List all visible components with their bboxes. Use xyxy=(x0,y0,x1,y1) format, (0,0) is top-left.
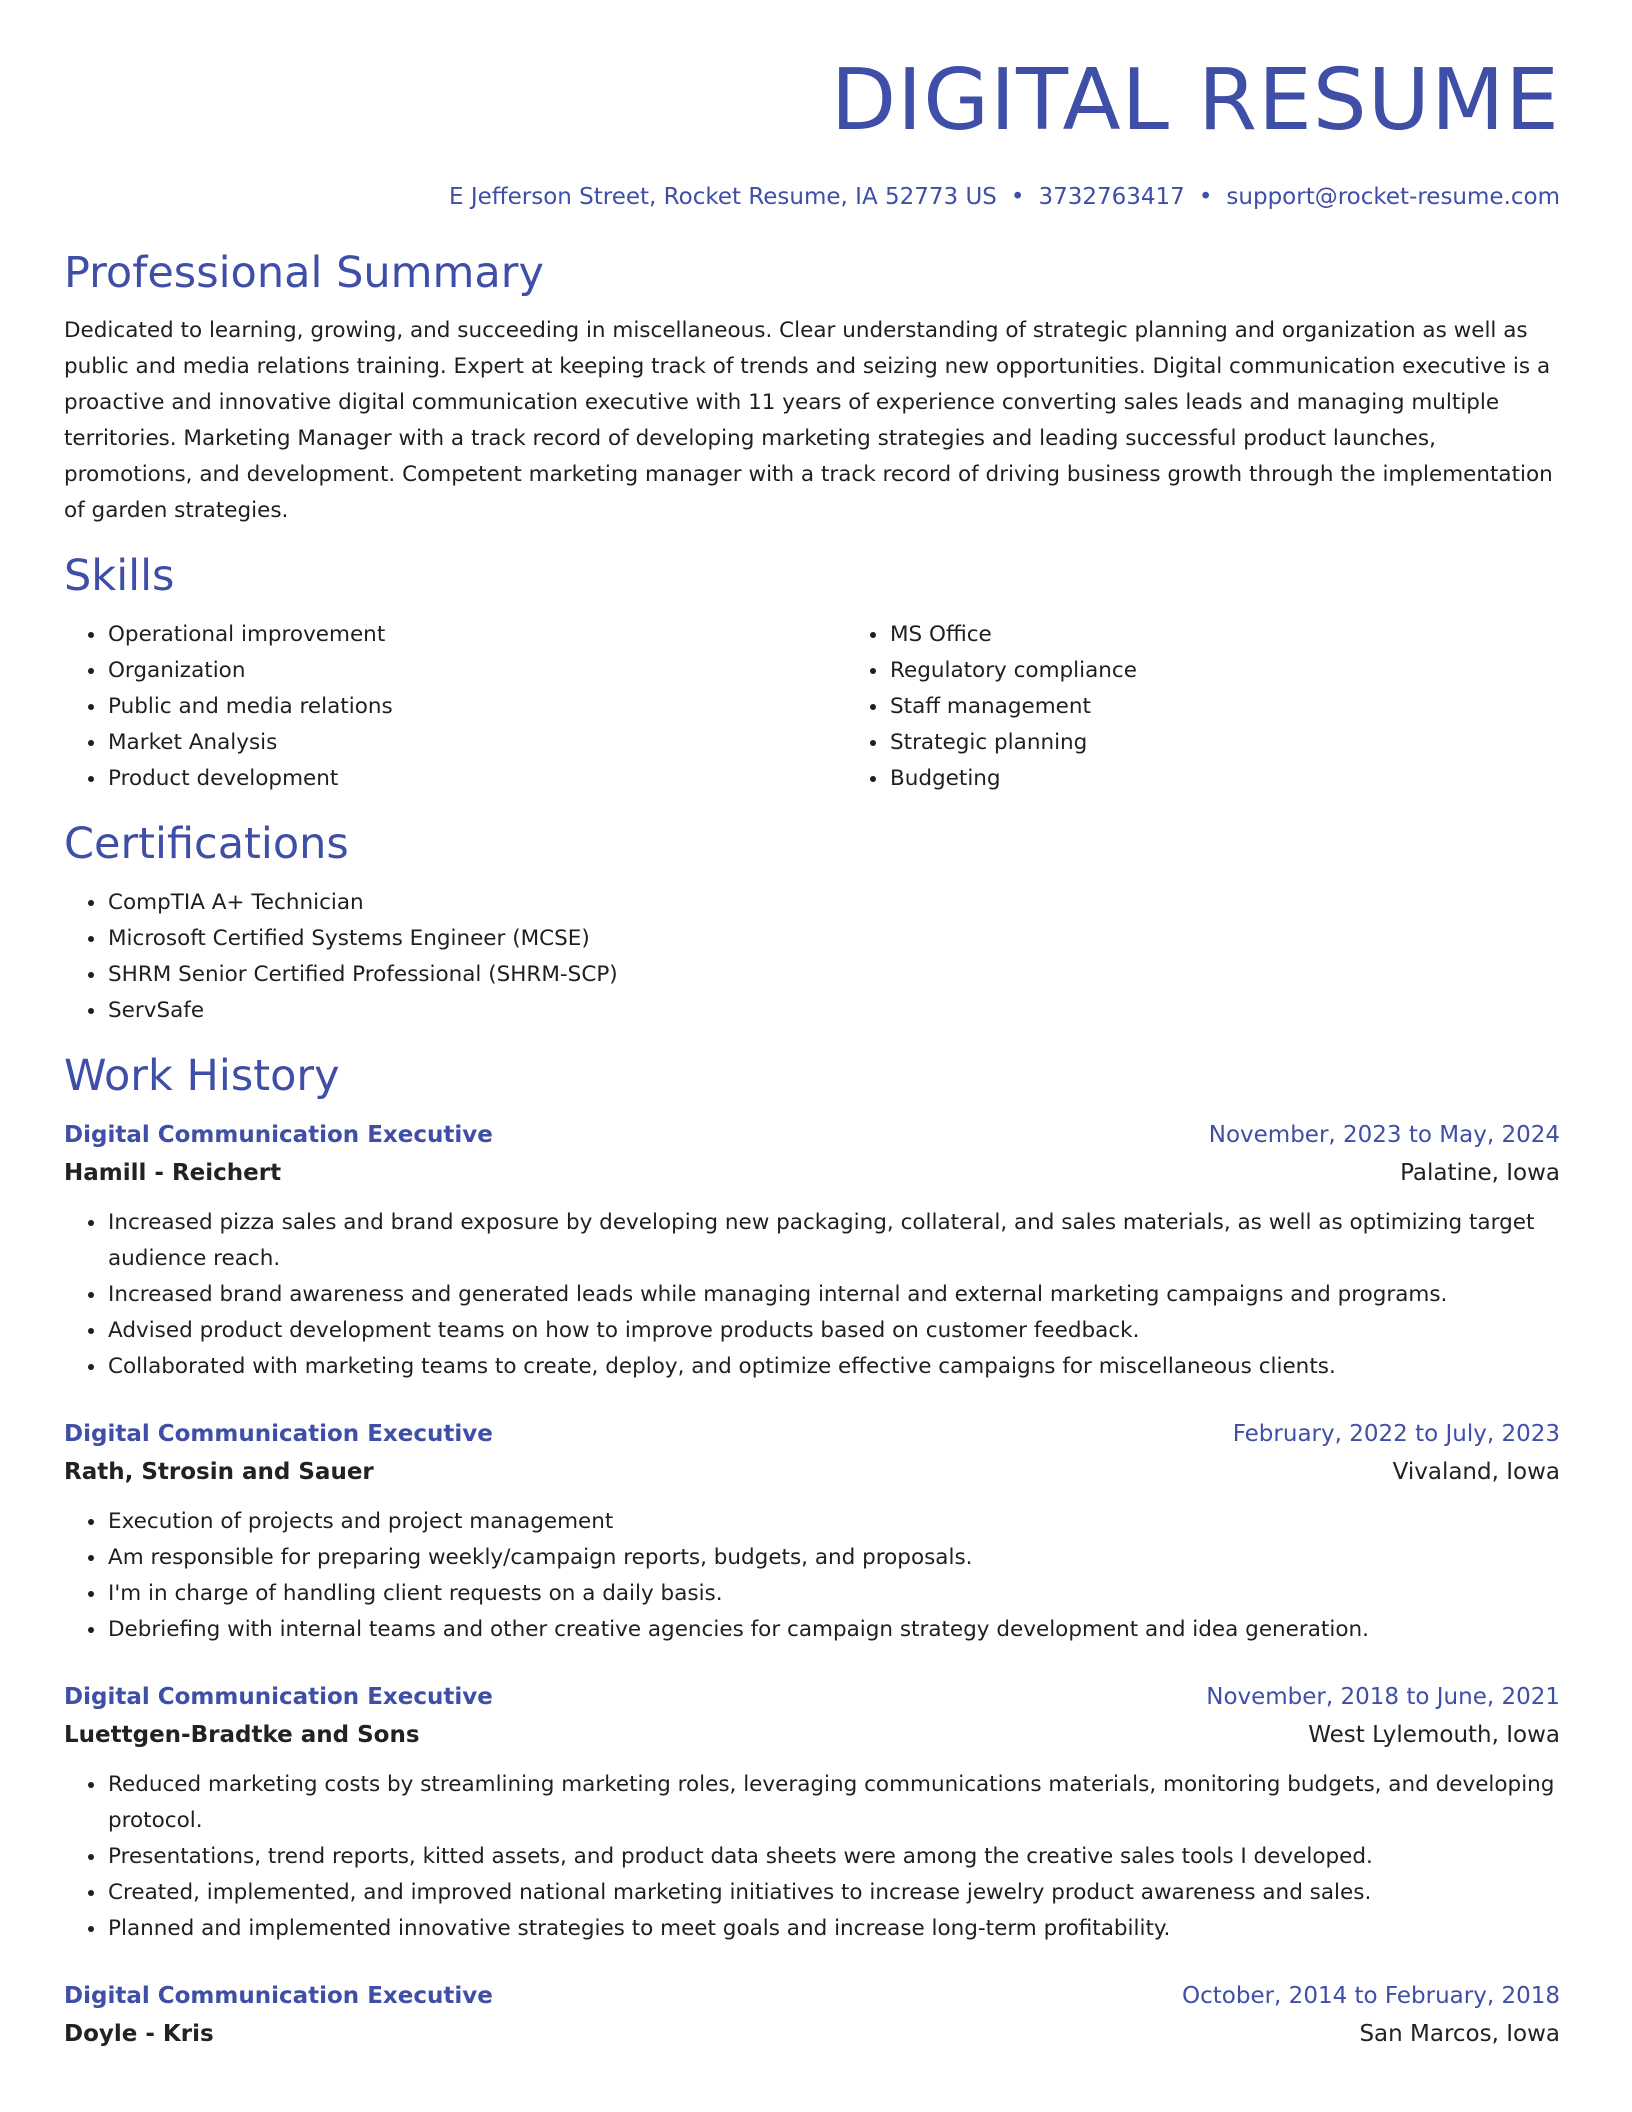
job-title: Digital Communication Executive xyxy=(64,1421,493,1448)
job-header xyxy=(64,1977,1560,2015)
job-bullets xyxy=(64,1767,1560,1947)
skill-item: • Public and media relations xyxy=(107,689,846,725)
skill-item: • Regulatory compliance xyxy=(889,653,1628,689)
job-subheader xyxy=(64,2015,1560,2053)
certification-item: • Microsoft Certified Systems Engineer (MCSE) xyxy=(107,921,1560,957)
job-company: Doyle - Kris xyxy=(64,2021,214,2048)
job-title: Digital Communication Executive xyxy=(64,1684,493,1711)
skill-item: • MS Office xyxy=(889,617,1628,653)
certification-item: • CompTIA A+ Technician xyxy=(107,885,1560,921)
job-company: Luettgen-Bradtke and Sons xyxy=(64,1722,420,1749)
job-company: Hamill - Reichert xyxy=(64,1160,282,1187)
job-bullet: • Collaborated with marketing teams to create, deploy, and optimize effective campaigns for miscellaneous clients. xyxy=(107,1349,1560,1385)
job-entry xyxy=(64,1678,1560,1947)
job-subheader xyxy=(64,1154,1560,1192)
job-bullet: • Reduced marketing costs by streamlining marketing roles, leveraging communications materials, monitoring budgets, and developing protocol. xyxy=(107,1767,1560,1839)
skills-column-right xyxy=(846,617,1628,797)
summary-text: Dedicated to learning, growing, and succeeding in miscellaneous. Clear understanding of strategic planning and organization as well as public and media relations training. Expert at keeping track of trends and seizing new opportunities. Digital communication executive is a proactive and innovative digital communication executive with 11 years of experience converting sales leads and managing multiple territories. Marketing Manager with a track record of developing marketing strategies and leading successful product launches, promotions, and development. Competent marketing manager with a track record of driving business growth through the implementation of garden strategies. xyxy=(64,318,1553,524)
job-header xyxy=(64,1415,1560,1453)
job-dates: November, 2018 to June, 2021 xyxy=(1206,1684,1560,1711)
skill-item: • Operational improvement xyxy=(107,617,846,653)
email-link[interactable]: support@rocket-resume.com xyxy=(1226,183,1560,210)
job-dates: October, 2014 to February, 2018 xyxy=(1182,1983,1560,2010)
job-location: San Marcos, Iowa xyxy=(1359,2021,1560,2048)
skill-item: • Budgeting xyxy=(889,761,1628,797)
job-bullets xyxy=(64,1504,1560,1648)
job-bullet: • Planned and implemented innovative strategies to meet goals and increase long-term profitability. xyxy=(107,1911,1560,1947)
separator-dot: • xyxy=(1010,183,1025,210)
job-bullets xyxy=(64,1205,1560,1385)
job-bullet: • I'm in charge of handling client requests on a daily basis. xyxy=(107,1576,1560,1612)
job-bullet: • Am responsible for preparing weekly/campaign reports, budgets, and proposals. xyxy=(107,1540,1560,1576)
job-bullet: • Debriefing with internal teams and other creative agencies for campaign strategy development and idea generation. xyxy=(107,1612,1560,1648)
resume-page xyxy=(64,0,1560,2053)
skill-item: • Organization xyxy=(107,653,846,689)
job-header xyxy=(64,1678,1560,1716)
job-header xyxy=(64,1116,1560,1154)
contact-line xyxy=(64,184,1560,210)
skills-column-left xyxy=(64,617,846,797)
job-entry xyxy=(64,1415,1560,1648)
job-entry xyxy=(64,1977,1560,2053)
job-location: West Lylemouth, Iowa xyxy=(1308,1722,1560,1749)
resume-name: DIGITAL RESUME xyxy=(830,51,1560,150)
job-bullet: • Increased pizza sales and brand exposure by developing new packaging, collateral, and sales materials, as well as optimizing target audience reach. xyxy=(107,1205,1560,1277)
job-dates: February, 2022 to July, 2023 xyxy=(1232,1421,1560,1448)
skill-item: • Product development xyxy=(107,761,846,797)
job-bullet: • Execution of projects and project management xyxy=(107,1504,1560,1540)
job-title: Digital Communication Executive xyxy=(64,1983,493,2010)
job-location: Palatine, Iowa xyxy=(1400,1160,1560,1187)
job-bullet: • Increased brand awareness and generated leads while managing internal and external marketing campaigns and programs. xyxy=(107,1277,1560,1313)
job-dates: November, 2023 to May, 2024 xyxy=(1208,1122,1560,1149)
address: E Jefferson Street, Rocket Resume, IA 52773 US xyxy=(449,183,997,210)
summary-heading: Professional Summary xyxy=(64,247,544,298)
certification-item: • SHRM Senior Certified Professional (SHRM-SCP) xyxy=(107,957,1560,993)
job-location: Vivaland, Iowa xyxy=(1392,1459,1560,1486)
skill-item: • Market Analysis xyxy=(107,725,846,761)
job-bullet: • Created, implemented, and improved national marketing initiatives to increase jewelry product awareness and sales. xyxy=(107,1875,1560,1911)
job-subheader xyxy=(64,1716,1560,1754)
job-bullet: • Advised product development teams on how to improve products based on customer feedback. xyxy=(107,1313,1560,1349)
separator-dot: • xyxy=(1198,183,1213,210)
job-company: Rath, Strosin and Sauer xyxy=(64,1459,374,1486)
job-subheader xyxy=(64,1453,1560,1491)
job-bullet: • Presentations, trend reports, kitted assets, and product data sheets were among the creative sales tools I developed. xyxy=(107,1839,1560,1875)
skill-item: • Strategic planning xyxy=(889,725,1628,761)
job-entry xyxy=(64,1116,1560,1385)
certification-item: • ServSafe xyxy=(107,993,1560,1029)
skills-heading: Skills xyxy=(64,551,175,602)
skills-list xyxy=(64,617,1560,797)
job-title: Digital Communication Executive xyxy=(64,1122,493,1149)
work-history-heading: Work History xyxy=(64,1050,340,1101)
skill-item: • Staff management xyxy=(889,689,1628,725)
certifications-list xyxy=(64,885,1560,1029)
certifications-heading: Certifications xyxy=(64,818,349,869)
phone: 3732763417 xyxy=(1038,183,1185,210)
